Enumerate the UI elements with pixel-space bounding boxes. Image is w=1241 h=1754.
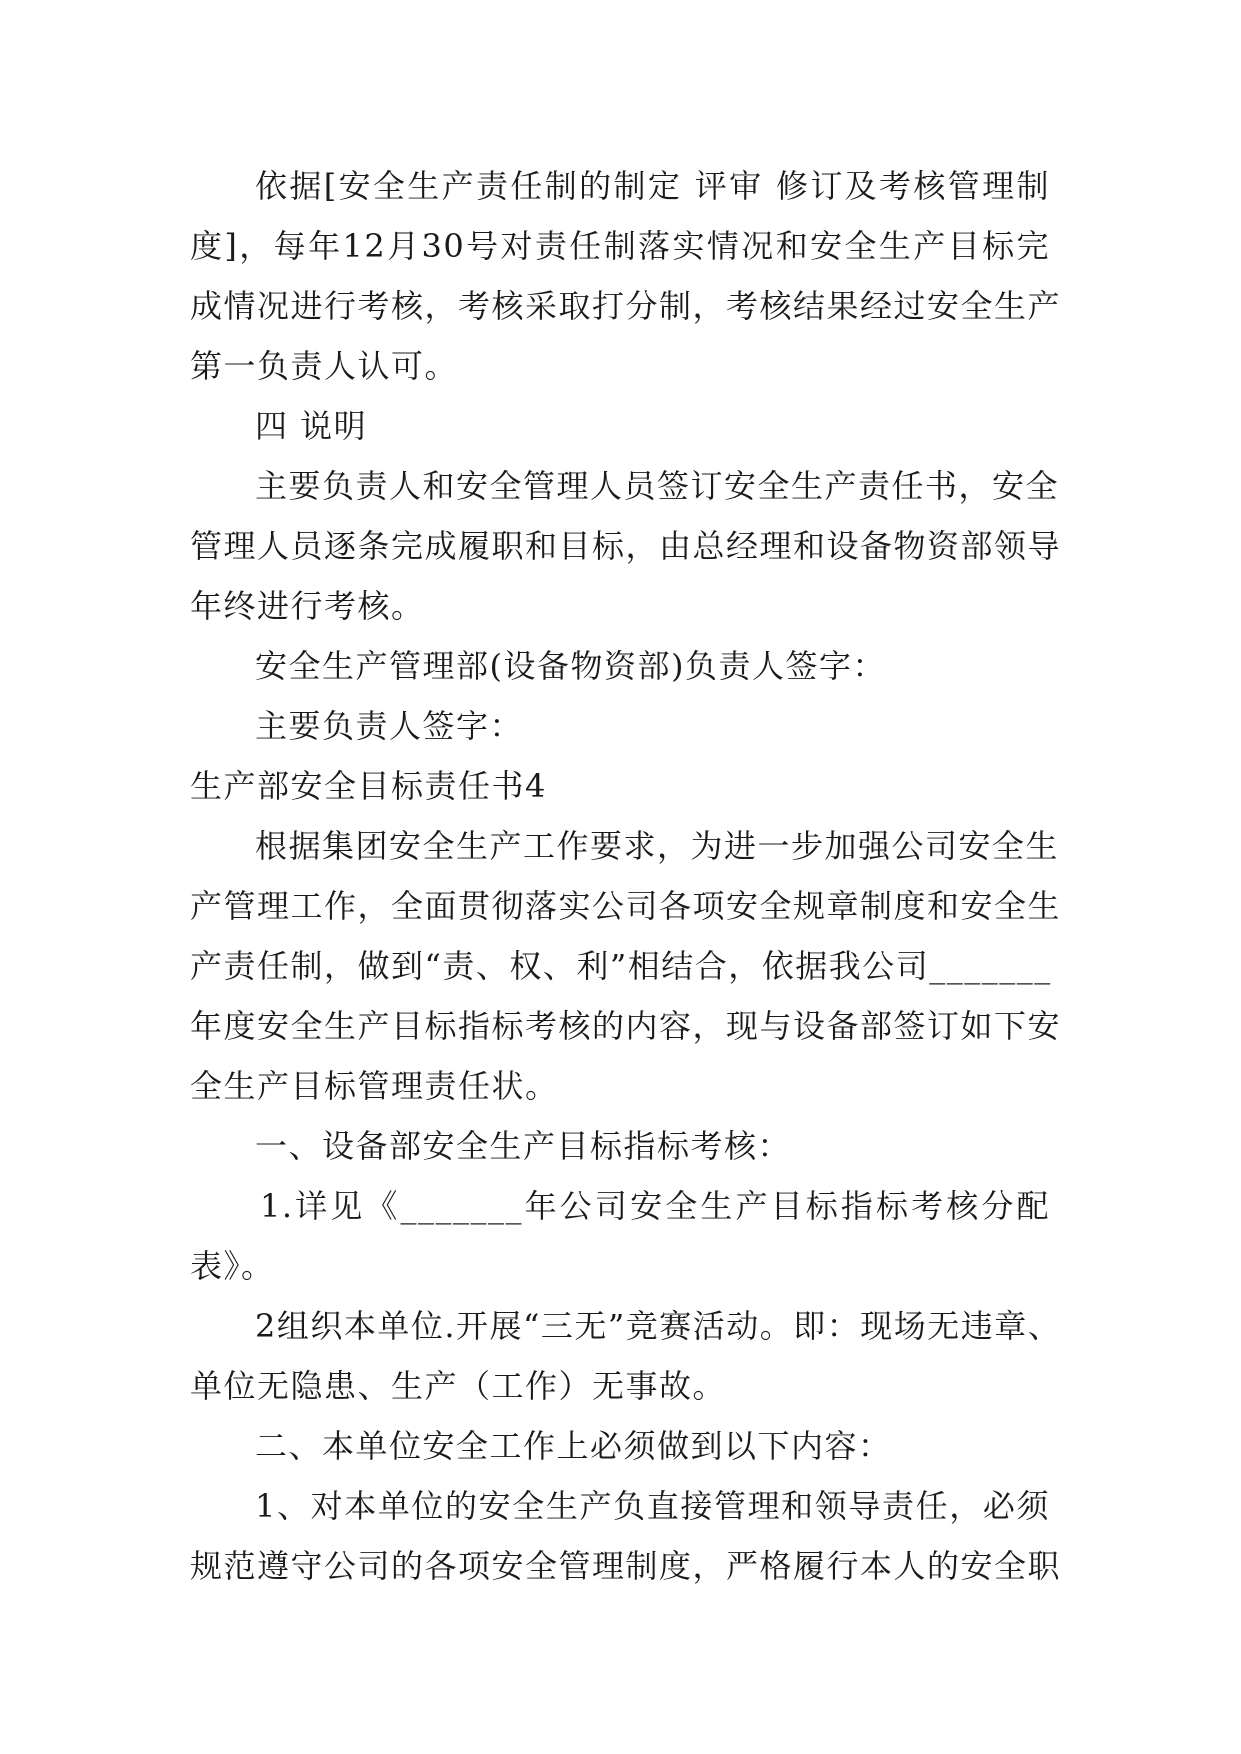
paragraph-line: 主要负责人和安全管理人员签订安全生产责任书，安全 bbox=[255, 467, 1060, 505]
paragraph-line: 管理人员逐条完成履职和目标，由总经理和设备物资部领导 bbox=[190, 527, 1062, 565]
section-heading: 二、本单位安全工作上必须做到以下内容： bbox=[255, 1427, 892, 1465]
paragraph-line: 根据集团安全生产工作要求，为进一步加强公司安全生 bbox=[255, 827, 1060, 865]
section-heading: 一、设备部安全生产目标指标考核： bbox=[255, 1127, 792, 1165]
paragraph-line: 产管理工作，全面贯彻落实公司各项安全规章制度和安全生 bbox=[190, 887, 1062, 925]
signature-line: 主要负责人签字： bbox=[255, 707, 524, 745]
paragraph-line: 依据[安全生产责任制的制定 评审 修订及考核管理制 bbox=[255, 167, 1050, 205]
document-title: 生产部安全目标责任书4 bbox=[190, 767, 547, 805]
section-heading: 四 说明 bbox=[255, 407, 368, 445]
signature-line: 安全生产管理部(设备物资部)负责人签字： bbox=[255, 647, 886, 685]
paragraph-line: 年终进行考核。 bbox=[190, 587, 425, 625]
list-item-line: 1.详见《_______年公司安全生产目标指标考核分配 bbox=[260, 1187, 1050, 1225]
paragraph-line: 产责任制，做到“责、权、利”相结合，依据我公司_______ bbox=[190, 947, 1052, 985]
paragraph-line: 全生产目标管理责任状。 bbox=[190, 1067, 559, 1105]
list-item-line: 表》。 bbox=[190, 1247, 275, 1285]
paragraph-line: 第一负责人认可。 bbox=[190, 347, 459, 385]
list-item-line: 2组织本单位.开展“三无”竞赛活动。即：现场无违章、 bbox=[255, 1307, 1062, 1345]
list-item-line: 1、对本单位的安全生产负直接管理和领导责任，必须 bbox=[255, 1487, 1050, 1525]
paragraph-line: 成情况进行考核，考核采取打分制，考核结果经过安全生产 bbox=[190, 287, 1062, 325]
list-item-line: 单位无隐患、生产（工作）无事故。 bbox=[190, 1367, 727, 1405]
paragraph-line: 年度安全生产目标指标考核的内容，现与设备部签订如下安 bbox=[190, 1007, 1062, 1045]
paragraph-line: 度]，每年12月30号对责任制落实情况和安全生产目标完 bbox=[190, 227, 1050, 265]
list-item-line: 规范遵守公司的各项安全管理制度，严格履行本人的安全职 bbox=[190, 1547, 1062, 1585]
